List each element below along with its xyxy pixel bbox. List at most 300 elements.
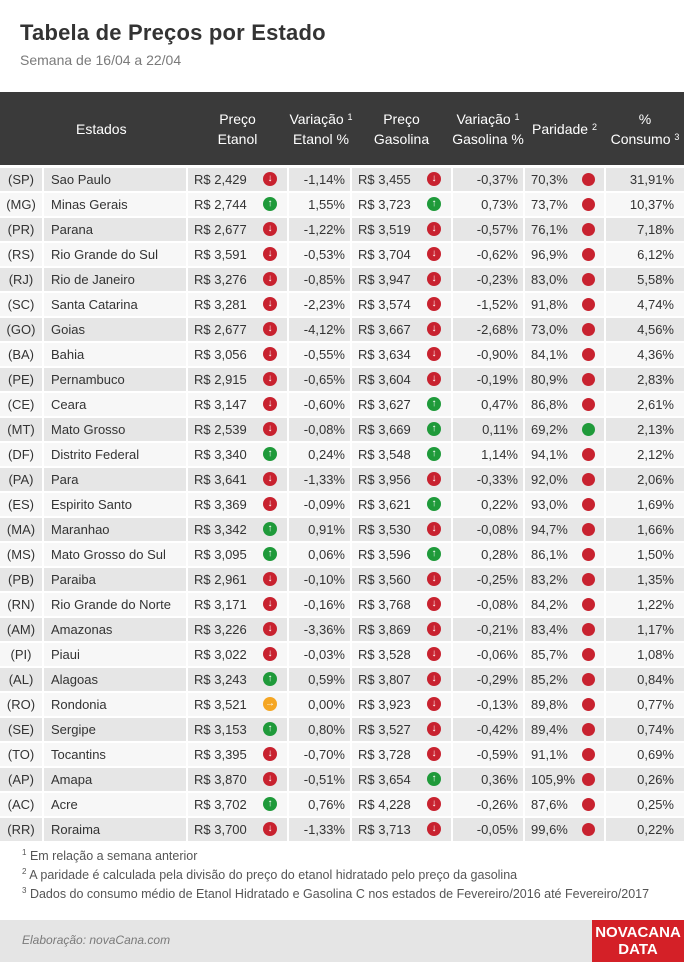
etanol-price-cell xyxy=(188,768,287,791)
etanol-price: R$ 3,243 xyxy=(194,672,247,687)
state-code: (TO) xyxy=(0,743,42,766)
header-paridade-label: Paridade xyxy=(532,120,589,137)
arrow-down-icon: ↓ xyxy=(427,172,441,186)
status-dot-icon xyxy=(582,198,595,211)
state-name: Alagoas xyxy=(44,668,186,691)
gasolina-price: R$ 3,669 xyxy=(358,422,411,437)
gasolina-variation: -0,59% xyxy=(453,743,523,766)
arrow-down-icon: ↓ xyxy=(427,322,441,336)
etanol-price-cell xyxy=(188,693,287,716)
paridade-cell xyxy=(525,268,604,291)
etanol-variation: -1,14% xyxy=(289,168,350,191)
footnote-ref-1b: 1 xyxy=(514,111,520,122)
etanol-price-cell xyxy=(188,168,287,191)
arrow-down-icon: ↓ xyxy=(427,747,441,761)
gasolina-price: R$ 3,634 xyxy=(358,347,411,362)
etanol-variation: 0,06% xyxy=(289,543,350,566)
page-subtitle: Semana de 16/04 a 22/04 xyxy=(20,52,182,68)
etanol-price: R$ 3,369 xyxy=(194,497,247,512)
consumo-value: 2,61% xyxy=(606,393,684,416)
gasolina-price: R$ 3,604 xyxy=(358,372,411,387)
consumo-value: 2,83% xyxy=(606,368,684,391)
header-preco-etanol-line2: Etanol xyxy=(217,130,258,147)
table-row xyxy=(0,317,684,342)
table-row xyxy=(0,242,684,267)
consumo-value: 0,69% xyxy=(606,743,684,766)
etanol-price-cell xyxy=(188,343,287,366)
arrow-down-icon: ↓ xyxy=(263,822,277,836)
arrow-down-icon: ↓ xyxy=(427,797,441,811)
paridade-value: 83,4% xyxy=(531,622,568,637)
consumo-value: 0,84% xyxy=(606,668,684,691)
arrow-down-icon: ↓ xyxy=(263,247,277,261)
status-dot-icon xyxy=(582,798,595,811)
gasolina-price: R$ 3,723 xyxy=(358,197,411,212)
paridade-value: 73,0% xyxy=(531,322,568,337)
paridade-cell xyxy=(525,668,604,691)
state-code: (SC) xyxy=(0,293,42,316)
arrow-up-icon: ↑ xyxy=(427,772,441,786)
etanol-price-cell xyxy=(188,368,287,391)
state-name: Ceara xyxy=(44,393,186,416)
status-dot-icon xyxy=(582,773,595,786)
state-name: Para xyxy=(44,468,186,491)
etanol-variation: -0,65% xyxy=(289,368,350,391)
paridade-value: 86,8% xyxy=(531,397,568,412)
paridade-value: 99,6% xyxy=(531,822,568,837)
gasolina-variation: 0,28% xyxy=(453,543,523,566)
etanol-price-cell xyxy=(188,518,287,541)
etanol-price: R$ 3,340 xyxy=(194,447,247,462)
state-name: Sao Paulo xyxy=(44,168,186,191)
state-name: Goias xyxy=(44,318,186,341)
consumo-value: 1,17% xyxy=(606,618,684,641)
etanol-variation: 0,91% xyxy=(289,518,350,541)
etanol-price-cell xyxy=(188,493,287,516)
gasolina-price: R$ 3,621 xyxy=(358,497,411,512)
etanol-price-cell xyxy=(188,218,287,241)
gasolina-price-cell xyxy=(352,393,451,416)
state-code: (ES) xyxy=(0,493,42,516)
gasolina-price: R$ 3,947 xyxy=(358,272,411,287)
consumo-value: 31,91% xyxy=(606,168,684,191)
status-dot-icon xyxy=(582,323,595,336)
arrow-down-icon: ↓ xyxy=(427,347,441,361)
status-dot-icon xyxy=(582,548,595,561)
arrow-up-icon: ↑ xyxy=(427,397,441,411)
gasolina-price-cell xyxy=(352,543,451,566)
gasolina-price: R$ 3,455 xyxy=(358,172,411,187)
gasolina-price: R$ 3,560 xyxy=(358,572,411,587)
table-row xyxy=(0,617,684,642)
etanol-price: R$ 3,147 xyxy=(194,397,247,412)
etanol-variation: -0,51% xyxy=(289,768,350,791)
header-estados xyxy=(44,92,186,165)
arrow-up-icon: ↑ xyxy=(263,522,277,536)
paridade-value: 94,7% xyxy=(531,522,568,537)
header-paridade xyxy=(525,92,604,165)
etanol-variation: 0,59% xyxy=(289,668,350,691)
gasolina-variation: -2,68% xyxy=(453,318,523,341)
state-name: Roraima xyxy=(44,818,186,841)
gasolina-price-cell xyxy=(352,243,451,266)
arrow-down-icon: ↓ xyxy=(263,622,277,636)
etanol-price: R$ 3,702 xyxy=(194,797,247,812)
state-name: Parana xyxy=(44,218,186,241)
paridade-cell xyxy=(525,518,604,541)
gasolina-variation: -0,06% xyxy=(453,643,523,666)
table-row xyxy=(0,742,684,767)
table-row xyxy=(0,467,684,492)
state-name: Piaui xyxy=(44,643,186,666)
state-code: (SE) xyxy=(0,718,42,741)
state-name: Maranhao xyxy=(44,518,186,541)
paridade-cell xyxy=(525,443,604,466)
state-name: Amapa xyxy=(44,768,186,791)
state-code: (AC) xyxy=(0,793,42,816)
arrow-down-icon: ↓ xyxy=(263,172,277,186)
arrow-down-icon: ↓ xyxy=(263,647,277,661)
table-row xyxy=(0,767,684,792)
consumo-value: 0,74% xyxy=(606,718,684,741)
paridade-value: 73,7% xyxy=(531,197,568,212)
gasolina-price-cell xyxy=(352,593,451,616)
gasolina-variation: 0,36% xyxy=(453,768,523,791)
footnote-1 xyxy=(22,845,662,864)
status-dot-icon xyxy=(582,823,595,836)
paridade-cell xyxy=(525,543,604,566)
state-code: (AP) xyxy=(0,768,42,791)
etanol-price: R$ 3,153 xyxy=(194,722,247,737)
header-preco-gasolina xyxy=(352,92,451,165)
etanol-variation: -0,10% xyxy=(289,568,350,591)
etanol-variation: -1,22% xyxy=(289,218,350,241)
header-preco-etanol xyxy=(188,92,287,165)
gasolina-variation: -0,19% xyxy=(453,368,523,391)
arrow-flat-icon: → xyxy=(265,698,275,709)
novacana-data-logo[interactable] xyxy=(592,920,684,962)
arrow-down-icon: ↓ xyxy=(427,572,441,586)
state-name: Distrito Federal xyxy=(44,443,186,466)
gasolina-price-cell xyxy=(352,418,451,441)
etanol-price-cell xyxy=(188,643,287,666)
arrow-down-icon: ↓ xyxy=(263,772,277,786)
gasolina-price-cell xyxy=(352,443,451,466)
consumo-value: 0,77% xyxy=(606,693,684,716)
etanol-price-cell xyxy=(188,268,287,291)
arrow-down-icon: ↓ xyxy=(427,472,441,486)
arrow-down-icon: ↓ xyxy=(427,822,441,836)
consumo-value: 1,08% xyxy=(606,643,684,666)
logo-line1: NOVACANA xyxy=(595,924,681,941)
gasolina-variation: -0,62% xyxy=(453,243,523,266)
header xyxy=(0,0,684,90)
gasolina-price: R$ 3,869 xyxy=(358,622,411,637)
arrow-down-icon: ↓ xyxy=(263,397,277,411)
arrow-up-icon: ↑ xyxy=(427,497,441,511)
gasolina-price: R$ 3,667 xyxy=(358,322,411,337)
paridade-cell xyxy=(525,218,604,241)
arrow-down-icon: ↓ xyxy=(427,372,441,386)
state-code: (AL) xyxy=(0,668,42,691)
status-dot-icon xyxy=(582,498,595,511)
table-row xyxy=(0,542,684,567)
paridade-cell xyxy=(525,418,604,441)
gasolina-price: R$ 3,956 xyxy=(358,472,411,487)
paridade-value: 91,1% xyxy=(531,747,568,762)
paridade-cell xyxy=(525,693,604,716)
table-header xyxy=(0,92,684,165)
gasolina-price-cell xyxy=(352,668,451,691)
footnote-3-text: Dados do consumo médio de Etanol Hidratado e Gasolina C nos estados de Fevereiro/2016 até Fevereiro/2017 xyxy=(29,887,650,902)
paridade-cell xyxy=(525,818,604,841)
paridade-cell xyxy=(525,643,604,666)
arrow-up-icon: ↑ xyxy=(427,422,441,436)
status-dot-icon xyxy=(582,373,595,386)
state-code: (RO) xyxy=(0,693,42,716)
status-dot-icon xyxy=(582,723,595,736)
status-dot-icon xyxy=(582,348,595,361)
status-dot-icon xyxy=(582,473,595,486)
gasolina-price: R$ 3,574 xyxy=(358,297,411,312)
state-name: Mato Grosso do Sul xyxy=(44,543,186,566)
state-name: Amazonas xyxy=(44,618,186,641)
gasolina-variation: -0,37% xyxy=(453,168,523,191)
gasolina-variation: -0,08% xyxy=(453,593,523,616)
paridade-value: 105,9% xyxy=(531,772,576,787)
paridade-value: 89,4% xyxy=(531,722,568,737)
etanol-price-cell xyxy=(188,393,287,416)
arrow-down-icon: ↓ xyxy=(263,322,277,336)
gasolina-price: R$ 3,548 xyxy=(358,447,411,462)
table-row xyxy=(0,817,684,842)
table-row xyxy=(0,342,684,367)
gasolina-variation: 0,73% xyxy=(453,193,523,216)
gasolina-price: R$ 3,627 xyxy=(358,397,411,412)
footnote-3 xyxy=(22,883,662,902)
etanol-price-cell xyxy=(188,818,287,841)
etanol-price: R$ 3,171 xyxy=(194,597,247,612)
etanol-price-cell xyxy=(188,418,287,441)
status-dot-icon xyxy=(582,223,595,236)
paridade-value: 76,1% xyxy=(531,222,568,237)
etanol-price: R$ 3,281 xyxy=(194,297,247,312)
etanol-price-cell xyxy=(188,468,287,491)
status-dot-icon xyxy=(582,573,595,586)
footnotes xyxy=(22,845,662,902)
etanol-price: R$ 3,056 xyxy=(194,347,247,362)
table-row xyxy=(0,717,684,742)
gasolina-price: R$ 3,527 xyxy=(358,722,411,737)
etanol-price: R$ 3,276 xyxy=(194,272,247,287)
arrow-down-icon: ↓ xyxy=(263,347,277,361)
paridade-cell xyxy=(525,318,604,341)
header-preco-gasolina-line2: Gasolina xyxy=(373,130,430,147)
state-code: (SP) xyxy=(0,168,42,191)
paridade-cell xyxy=(525,343,604,366)
arrow-down-icon: ↓ xyxy=(427,697,441,711)
etanol-variation: -2,23% xyxy=(289,293,350,316)
arrow-down-icon: ↓ xyxy=(263,472,277,486)
gasolina-variation: -0,05% xyxy=(453,818,523,841)
state-name: Rio Grande do Norte xyxy=(44,593,186,616)
gasolina-variation: -0,33% xyxy=(453,468,523,491)
footnote-ref-3: 3 xyxy=(674,131,680,142)
consumo-value: 10,37% xyxy=(606,193,684,216)
consumo-value: 1,66% xyxy=(606,518,684,541)
etanol-price-cell xyxy=(188,743,287,766)
header-estados-label: Estados xyxy=(76,120,127,137)
consumo-value: 1,35% xyxy=(606,568,684,591)
paridade-value: 92,0% xyxy=(531,472,568,487)
paridade-cell xyxy=(525,168,604,191)
footnote-2 xyxy=(22,864,662,883)
gasolina-variation: -0,42% xyxy=(453,718,523,741)
etanol-price: R$ 2,961 xyxy=(194,572,247,587)
etanol-price: R$ 2,744 xyxy=(194,197,247,212)
status-dot-icon xyxy=(582,673,595,686)
footnote-ref-2: 2 xyxy=(591,121,597,132)
table-row xyxy=(0,217,684,242)
etanol-price: R$ 2,677 xyxy=(194,222,247,237)
paridade-cell xyxy=(525,193,604,216)
consumo-value: 7,18% xyxy=(606,218,684,241)
gasolina-price-cell xyxy=(352,293,451,316)
gasolina-variation: -0,90% xyxy=(453,343,523,366)
gasolina-price-cell xyxy=(352,768,451,791)
page-title: Tabela de Preços por Estado xyxy=(20,20,326,45)
gasolina-price-cell xyxy=(352,743,451,766)
arrow-down-icon: ↓ xyxy=(263,372,277,386)
state-code: (MA) xyxy=(0,518,42,541)
gasolina-variation: -0,21% xyxy=(453,618,523,641)
arrow-up-icon: ↑ xyxy=(427,197,441,211)
gasolina-variation: -1,52% xyxy=(453,293,523,316)
table-row xyxy=(0,567,684,592)
gasolina-variation: 0,22% xyxy=(453,493,523,516)
status-dot-icon xyxy=(582,623,595,636)
etanol-variation: 1,55% xyxy=(289,193,350,216)
state-name: Tocantins xyxy=(44,743,186,766)
gasolina-price: R$ 3,728 xyxy=(358,747,411,762)
paridade-value: 83,0% xyxy=(531,272,568,287)
gasolina-variation: -0,57% xyxy=(453,218,523,241)
consumo-value: 0,22% xyxy=(606,818,684,841)
gasolina-price-cell xyxy=(352,643,451,666)
paridade-value: 91,8% xyxy=(531,297,568,312)
state-code: (DF) xyxy=(0,443,42,466)
gasolina-price-cell xyxy=(352,193,451,216)
table-row xyxy=(0,392,684,417)
gasolina-price: R$ 3,704 xyxy=(358,247,411,262)
state-name: Santa Catarina xyxy=(44,293,186,316)
etanol-price: R$ 3,226 xyxy=(194,622,247,637)
etanol-price: R$ 2,539 xyxy=(194,422,247,437)
paridade-cell xyxy=(525,743,604,766)
table-row xyxy=(0,592,684,617)
arrow-down-icon: ↓ xyxy=(263,222,277,236)
gasolina-price: R$ 3,519 xyxy=(358,222,411,237)
etanol-variation: -0,60% xyxy=(289,393,350,416)
consumo-value: 2,13% xyxy=(606,418,684,441)
gasolina-price-cell xyxy=(352,493,451,516)
etanol-variation: 0,76% xyxy=(289,793,350,816)
header-variacao-gasolina-line2: Gasolina % xyxy=(452,130,524,147)
status-dot-icon xyxy=(582,523,595,536)
state-code: (RR) xyxy=(0,818,42,841)
etanol-variation: -0,09% xyxy=(289,493,350,516)
arrow-up-icon: ↑ xyxy=(263,547,277,561)
etanol-variation: -3,36% xyxy=(289,618,350,641)
gasolina-variation: -0,13% xyxy=(453,693,523,716)
table-row xyxy=(0,442,684,467)
gasolina-price-cell xyxy=(352,568,451,591)
footnote-1-mark: 1 xyxy=(22,848,27,857)
arrow-up-icon: ↑ xyxy=(263,722,277,736)
arrow-down-icon: ↓ xyxy=(427,222,441,236)
gasolina-price: R$ 3,528 xyxy=(358,647,411,662)
gasolina-variation: -0,25% xyxy=(453,568,523,591)
state-name: Bahia xyxy=(44,343,186,366)
paridade-cell xyxy=(525,568,604,591)
etanol-price-cell xyxy=(188,443,287,466)
gasolina-price-cell xyxy=(352,318,451,341)
arrow-up-icon: ↑ xyxy=(427,447,441,461)
footnote-1-text: Em relação a semana anterior xyxy=(29,849,198,864)
logo-line2: DATA xyxy=(618,941,658,958)
paridade-value: 87,6% xyxy=(531,797,568,812)
gasolina-price: R$ 3,807 xyxy=(358,672,411,687)
paridade-value: 89,8% xyxy=(531,697,568,712)
header-variacao-etanol-line2: Etanol % xyxy=(292,130,350,147)
consumo-value: 4,36% xyxy=(606,343,684,366)
paridade-value: 80,9% xyxy=(531,372,568,387)
arrow-down-icon: ↓ xyxy=(427,672,441,686)
table-row xyxy=(0,692,684,717)
etanol-price: R$ 3,095 xyxy=(194,547,247,562)
etanol-variation: -0,08% xyxy=(289,418,350,441)
gasolina-price-cell xyxy=(352,368,451,391)
arrow-down-icon: ↓ xyxy=(427,522,441,536)
table-row xyxy=(0,492,684,517)
header-variacao-etanol xyxy=(282,92,360,165)
arrow-up-icon: ↑ xyxy=(263,447,277,461)
header-consumo-line2: Consumo xyxy=(610,130,671,147)
arrow-down-icon: ↓ xyxy=(427,647,441,661)
table-row xyxy=(0,192,684,217)
etanol-price-cell xyxy=(188,243,287,266)
etanol-variation: 0,00% xyxy=(289,693,350,716)
paridade-value: 84,2% xyxy=(531,597,568,612)
paridade-value: 94,1% xyxy=(531,447,568,462)
table-body xyxy=(0,167,684,842)
consumo-value: 6,12% xyxy=(606,243,684,266)
arrow-down-icon: ↓ xyxy=(427,272,441,286)
arrow-down-icon: ↓ xyxy=(263,422,277,436)
status-dot-icon xyxy=(582,273,595,286)
arrow-down-icon: ↓ xyxy=(427,622,441,636)
etanol-price: R$ 3,022 xyxy=(194,647,247,662)
etanol-variation: -0,70% xyxy=(289,743,350,766)
footnote-2-mark: 2 xyxy=(22,867,27,877)
etanol-price-cell xyxy=(188,568,287,591)
arrow-down-icon: ↓ xyxy=(427,297,441,311)
arrow-down-icon: ↓ xyxy=(427,247,441,261)
paridade-cell xyxy=(525,718,604,741)
etanol-price-cell xyxy=(188,543,287,566)
paridade-value: 93,0% xyxy=(531,497,568,512)
etanol-price: R$ 3,870 xyxy=(194,772,247,787)
